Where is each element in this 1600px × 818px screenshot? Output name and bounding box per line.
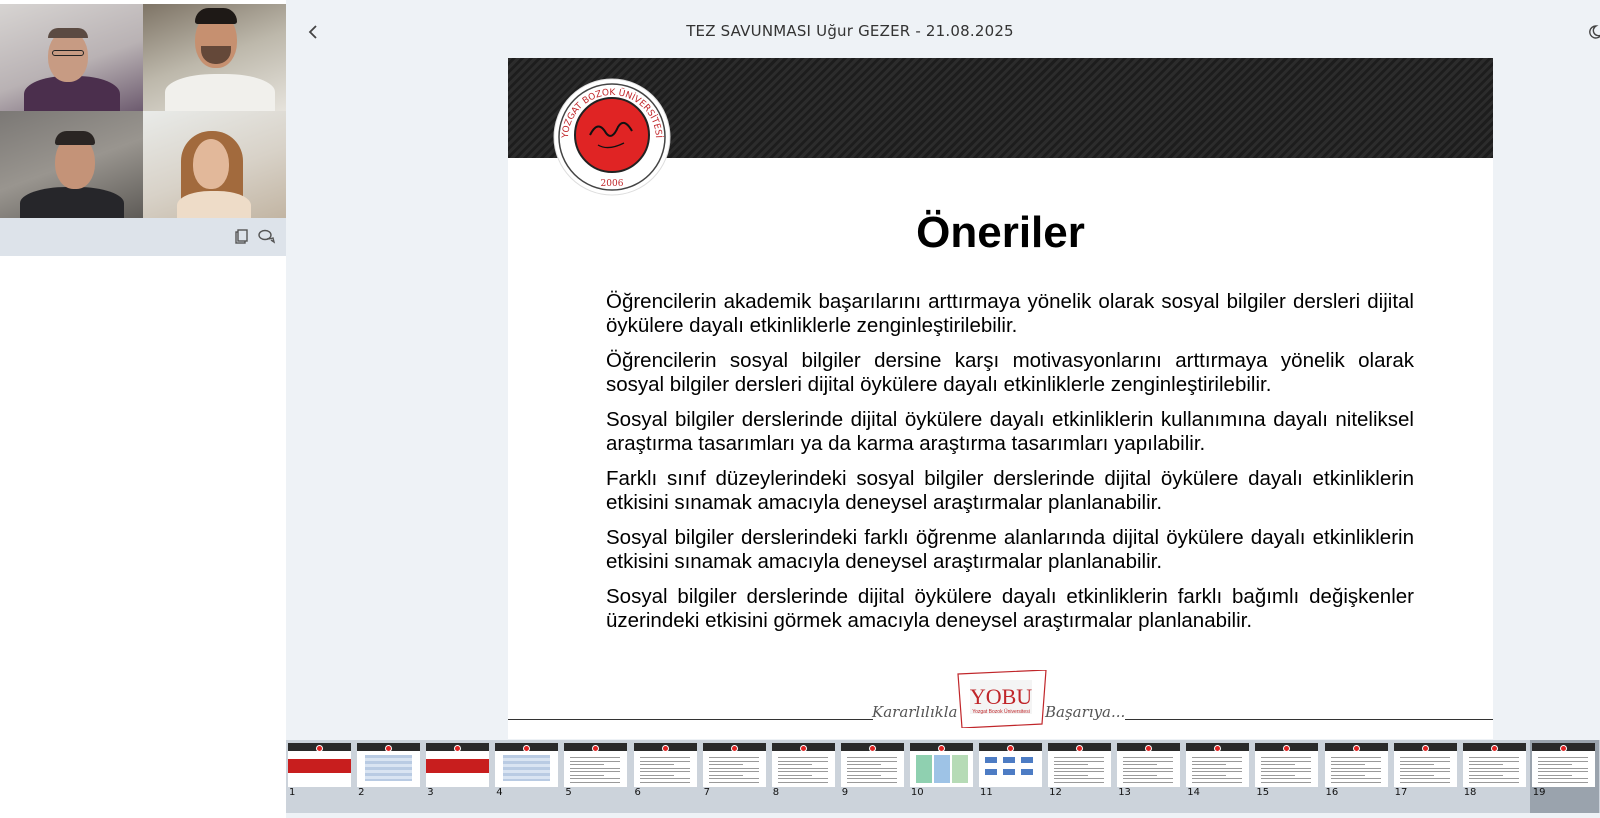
- thumbnail-preview: [1463, 743, 1526, 787]
- thumbnail-preview: [841, 743, 904, 787]
- slide-thumbnail[interactable]: [839, 740, 908, 813]
- slide-thumbnail[interactable]: [701, 740, 770, 813]
- meeting-title: TEZ SAVUNMASI Uğur GEZER - 21.08.2025: [686, 22, 1014, 40]
- thumbnail-preview: [1532, 743, 1595, 787]
- footer-motto-right: Başarıya...: [1045, 703, 1126, 721]
- slide-thumbnail[interactable]: [632, 740, 701, 813]
- thumbnail-preview: [1048, 743, 1111, 787]
- logo-arc-text: YOZGAT BOZOK ÜNİVERSİTESİ: [560, 87, 664, 139]
- university-logo: [552, 77, 672, 197]
- thumbnail-number: 8: [772, 787, 780, 798]
- participant-video-3[interactable]: [0, 111, 143, 218]
- slide-thumbnail[interactable]: [1046, 740, 1115, 813]
- yobu-logo: [954, 670, 1048, 728]
- slide-thumbnail[interactable]: [286, 740, 355, 813]
- thumbnail-number: 9: [841, 787, 849, 798]
- participant-toolbar: [0, 218, 286, 256]
- recommendation-3: Sosyal bilgiler derslerinde dijital öykülere dayalı etkinliklerin kullanımına dayalı niteliksel araştırma tasarımları ya da karma araştırma tasarımları yapılabilir.: [606, 408, 1414, 455]
- participants-panel: [0, 0, 286, 818]
- thumbnail-preview: [426, 743, 489, 787]
- slide-thumbnail[interactable]: [1323, 740, 1392, 813]
- top-bar: [286, 4, 1600, 58]
- thumbnail-number: 1: [289, 787, 296, 798]
- slide-thumbnail[interactable]: [1184, 740, 1253, 813]
- chat-bubbles-icon[interactable]: [258, 228, 276, 246]
- presentation-area: [286, 0, 1600, 818]
- thumbnail-preview: [357, 743, 420, 787]
- slide-thumbnail[interactable]: [355, 740, 424, 813]
- thumbnail-number: 17: [1394, 787, 1408, 798]
- recommendation-4: Farklı sınıf düzeylerindeki sosyal bilgiler derslerinde dijital öykülere dayalı etkinliklerin etkisini sınamak amacıyla deneysel araştırmalar planlanabilir.: [606, 467, 1414, 514]
- thumbnail-preview: [703, 743, 766, 787]
- thumbnail-number: 12: [1049, 787, 1062, 798]
- slide-thumbnail[interactable]: [1461, 740, 1530, 813]
- thumbnail-preview: [1394, 743, 1457, 787]
- thumbnail-preview: [1255, 743, 1318, 787]
- thumbnail-number: 4: [496, 787, 503, 798]
- thumbnail-number: 13: [1118, 787, 1131, 798]
- footer-divider-right: [1125, 719, 1493, 720]
- slide-thumbnail[interactable]: [1253, 740, 1322, 813]
- thumbnail-preview: [288, 743, 351, 787]
- thumbnail-number: 19: [1532, 787, 1546, 798]
- thumbnail-preview: [979, 743, 1042, 787]
- slide-thumbnail[interactable]: [562, 740, 631, 813]
- slide-title: Öneriler: [916, 208, 1085, 257]
- thumbnail-number: 18: [1463, 787, 1477, 798]
- thumbnail-preview: [772, 743, 835, 787]
- thumbnail-number: 14: [1187, 787, 1201, 798]
- thumbnail-number: 16: [1325, 787, 1339, 798]
- slide-thumbnail[interactable]: [908, 740, 977, 813]
- thumbnail-preview: [1186, 743, 1249, 787]
- slide-thumbnail[interactable]: [493, 740, 562, 813]
- slide-thumbnail[interactable]: [1530, 740, 1599, 813]
- recommendation-6: Sosyal bilgiler derslerinde dijital öykülere dayalı etkinliklerin farklı bağımlı değişkenler üzerindeki etkisini görmek amacıyla deneysel araştırmalar planlanabilir.: [606, 585, 1414, 632]
- recommendation-1: Öğrencilerin akademik başarılarını arttırmaya yönelik olarak sosyal bilgiler dersleri dijital öykülere dayalı etkinliklerle zenginleştirilebilir.: [606, 290, 1414, 337]
- logo-year: 2006: [600, 179, 624, 189]
- moon-icon[interactable]: [1586, 24, 1600, 40]
- participant-video-1[interactable]: [0, 4, 143, 111]
- slide-footer: [508, 670, 1493, 736]
- slide-thumbnail[interactable]: [424, 740, 493, 813]
- slide-thumbnail[interactable]: [1392, 740, 1461, 813]
- thumbnail-number: 5: [565, 787, 572, 798]
- slide-body: [606, 290, 1414, 644]
- slide-thumbnail[interactable]: [1115, 740, 1184, 813]
- clipboard-icon[interactable]: [232, 228, 250, 246]
- slide-thumbnail[interactable]: [770, 740, 839, 813]
- recommendation-5: Sosyal bilgiler derslerindeki farklı öğrenme alanlarında dijital öykülere dayalı etkinliklerin etkisini sınamak amacıyla deneysel araştırmalar planlanabilir.: [606, 526, 1414, 573]
- thumbnail-number: 2: [358, 787, 365, 798]
- yobu-logo-text: YOBU: [969, 684, 1033, 709]
- thumbnail-number: 11: [980, 787, 993, 798]
- participant-video-2[interactable]: [143, 4, 286, 111]
- slide-thumbnail[interactable]: [977, 740, 1046, 813]
- thumbnail-number: 15: [1256, 787, 1270, 798]
- thumbnail-number: 3: [427, 787, 434, 798]
- slide-thumbnail-strip: [286, 740, 1600, 813]
- footer-divider-left: [508, 719, 873, 720]
- thumbnail-number: 6: [634, 787, 641, 798]
- thumbnail-preview: [1325, 743, 1388, 787]
- thumbnail-preview: [495, 743, 558, 787]
- participant-video-4[interactable]: [143, 111, 286, 218]
- thumbnail-preview: [564, 743, 627, 787]
- thumbnail-preview: [634, 743, 697, 787]
- presentation-slide: [508, 58, 1493, 739]
- thumbnail-preview: [1117, 743, 1180, 787]
- thumbnail-preview: [910, 743, 973, 787]
- footer-motto-left: Kararlılıkla: [872, 703, 958, 721]
- video-grid: [0, 4, 286, 218]
- thumbnail-number: 10: [910, 787, 924, 798]
- recommendation-2: Öğrencilerin sosyal bilgiler dersine karşı motivasyonlarını arttırmaya yönelik olarak sosyal bilgiler dersleri dijital öykülere dayalı etkinliklerle zenginleştirilebilir.: [606, 349, 1414, 396]
- thumbnail-number: 7: [703, 787, 710, 798]
- yobu-logo-subtitle: Yozgat Bozok Üniversitesi: [972, 709, 1030, 715]
